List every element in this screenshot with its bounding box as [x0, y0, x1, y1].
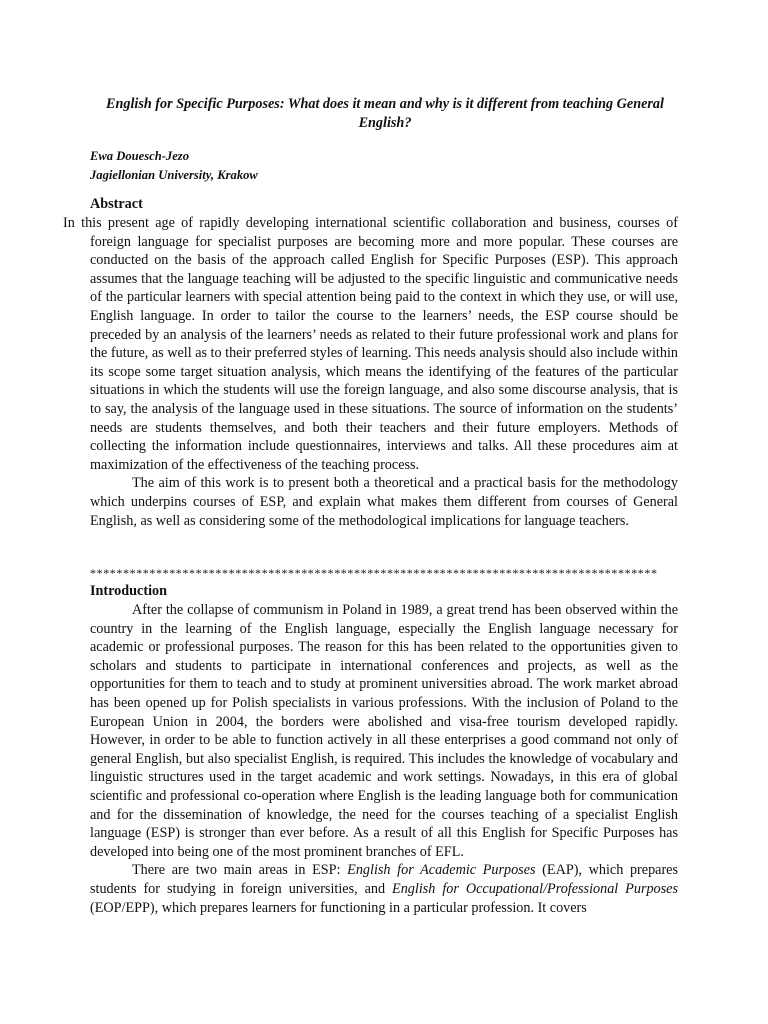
author-affiliation: Jagiellonian University, Krakow [90, 168, 258, 182]
abstract-heading: Abstract [90, 196, 143, 212]
author-block [90, 147, 258, 185]
introduction-heading: Introduction [90, 583, 167, 599]
introduction-paragraph-1: After the collapse of communism in Poland in 1989, a great trend has been observed within the country in the learning of the English language, especially the English language necessary for academic or professional purposes. The reason for this has been related to the opportunities given to scholars and students to participate in international conferences and projects, as well as the opportunities for them to teach and to study at prominent universities abroad. The work market abroad has been opened up for Polish specialists in various professions. With the inclusion of Poland to the European Union in 2004, the borders were abolished and visa-free tourism developed rapidly. However, in order to be able to function actively in all these enterprises a good command not only of general English, but also specialist English, is required. This includes the knowledge of vocabulary and linguistic structures used in the target academic and work settings. Nowadays, in this era of global scientific and professional co-operation where English is the leading language both for communication and for the dissemination of knowledge, the need for the courses teaching of a specialist English language (ESP) is stronger than ever before. As a result of all this English for Specific Purposes has developed into being one of the most prominent branches of EFL. [90, 602, 678, 860]
intro-p2-text-1: There are two main areas in ESP: [132, 862, 348, 879]
section-separator: ************************************************************************************** [90, 567, 658, 579]
intro-p2-text-3: (EOP/EPP), which prepares learners for functioning in a particular profession. It covers [90, 899, 587, 916]
paper-title: English for Specific Purposes: What does it mean and why is it different from teaching General English? [106, 96, 664, 131]
introduction-body [90, 601, 678, 917]
abstract-body [63, 214, 678, 530]
abstract-paragraph-2: The aim of this work is to present both a theoretical and a practical basis for the methodology which underpins courses of ESP, and explain what makes them different from courses of General English, as well as considering some of the methodological implications for language teachers. [90, 475, 678, 529]
intro-p2-eap-term: English for Academic Purposes [347, 862, 536, 879]
author-name: Ewa Douesch-Jezo [90, 149, 190, 163]
intro-p2-eop-term: English for Occupational/Professional Purposes [392, 880, 678, 897]
intro-p2-text-2: (EAP), which prepares students for studying in foreign universities, and [90, 862, 679, 897]
introduction-paragraph-2 [90, 861, 678, 917]
abstract-paragraph-1: In this present age of rapidly developing international scientific collaboration and business, courses of foreign language for specialist purposes are becoming more and more popular. These courses are conducted on the basis of the approach called English for Specific Purposes (ESP). This approach assumes that the language teaching will be adjusted to the specific linguistic and communicative needs of the particular learners with special attention being paid to the context in which they use, or will use, English language. In order to tailor the course to the learners’ needs, the ESP course should be preceded by an analysis of the learners’ needs as related to their future professional work and plans for the future, as well as to their preferred styles of learning. This needs analysis should also include within its scope some target situation analysis, which means the identifying of the features of the particular situations in which the students will use the foreign language, and also some discourse analysis, that is to say, the analysis of the language used in these situations. The source of information on the students’ needs are students themselves, and both their teachers and their future employers. Methods of collecting the information include questionnaires, interviews and talks. All these procedures aim at maximization of the effectiveness of the teaching process. [63, 215, 678, 473]
